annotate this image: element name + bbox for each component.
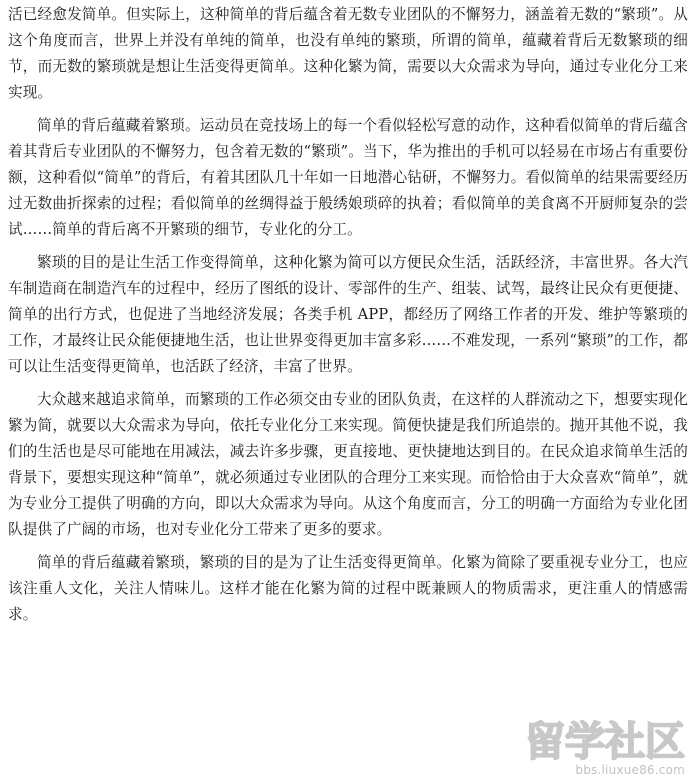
paragraph-purpose-of-complexity: 繁琐的目的是让生活工作变得简单，这种化繁为简可以方便民众生活，活跃经济，丰富世界。各大汽车制造商在制造汽车的过程中，经历了图纸的设计、零部件的生产、组装、试驾，最终让民众有更便捷、简单的出行方式，也促进了当地经济发展；各类手机 APP，都经历了网络工作者的开发、维护等繁琐的工作，才最终让民众能便捷地生活，也让世界变得更加丰富多彩……不难发现，一系列“繁琐”的工作，都可以让生活变得更简单，也活跃了经济，丰富了世界。 <box>8 254 688 375</box>
watermark-logo-icon <box>525 715 685 763</box>
paragraph-conclusion: 简单的背后蕴藏着繁琐，繁琐的目的是为了让生活变得更简单。化繁为简除了要重视专业分工，也应该注重人文化，关注人情味儿。这样才能在化繁为简的过程中既兼顾人的物质需求，更注重人的情感需求。 <box>8 554 688 623</box>
watermark-url: bbs.liuxue86.com <box>575 763 685 777</box>
paragraph-continuation: 活已经愈发简单。但实际上，这种简单的背后蕴含着无数专业团队的不懈努力，涵盖着无数的“繁琐”。从这个角度而言，世界上并没有单纯的简单，也没有单纯的繁琐，所谓的简单，蕴藏着背后无数繁琐的细节，而无数的繁琐就是想让生活变得更简单。这种化繁为简，需要以大众需求为导向，通过专业化分工来实现。 <box>8 6 688 101</box>
watermark-logo-text: 留学社区 <box>525 719 685 763</box>
paragraph-complexity-behind-simplicity: 简单的背后蕴藏着繁琐。运动员在竞技场上的每一个看似轻松写意的动作，这种看似简单的背后蕴含着其背后专业团队的不懈努力，包含着无数的“繁琐”。当下，华为推出的手机可以轻易在市场占有重要份额，这种看似“简单”的背后，有着其团队几十年如一日地潜心钻研，不懈努力。看似简单的结果需要经历过无数曲折探索的过程；看似简单的丝绸得益于般绣娘琐碎的执着；看似简单的美食离不开厨师复杂的尝试……简单的背后离不开繁琐的细节，专业化的分工。 <box>8 117 688 238</box>
article-body <box>8 2 688 635</box>
site-watermark <box>525 715 685 777</box>
paragraph-demand-and-specialization: 大众越来越追求简单，而繁琐的工作必须交由专业的团队负责，在这样的人群流动之下，想要实现化繁为简，就要以大众需求为导向，依托专业化分工来实现。简便快捷是我们所追崇的。抛开其他不说，我们的生活也是尽可能地在用减法，减去许多步骤，更直接地、更快捷地达到目的。在民众追求简单生活的背景下，要想实现这种“简单”，就必须通过专业团队的合理分工来实现。而恰恰由于大众喜欢“简单”，就为专业分工提供了明确的方向，即以大众需求为导向。从这个角度而言，分工的明确一方面给为专业化团队提供了广阔的市场，也对专业化分工带来了更多的要求。 <box>8 391 688 538</box>
